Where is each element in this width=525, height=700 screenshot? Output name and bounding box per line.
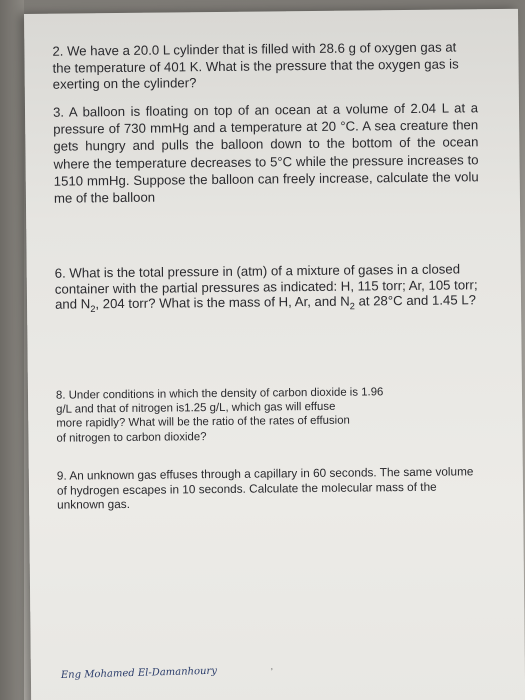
question-8-line: 8. Under conditions in which the density of carbon dioxide is 1.96 xyxy=(55,386,384,402)
subscript-2: 2 xyxy=(90,303,96,314)
question-9: 9. An unknown gas effuses through a capillary in 60 seconds. The same volume of hydrogen escapes in 10 seconds. Calculate the molecular mass of the unknown gas. xyxy=(56,464,474,512)
author-signature: Eng Mohamed El-Damanhoury xyxy=(60,665,218,682)
question-8 xyxy=(56,384,457,445)
question-8-line: more rapidly? What will be the ratio of the rates of effusion xyxy=(56,415,350,431)
question-3: 3. A balloon is floating on top of an ocean at a volume of 2.04 L at a pressure of 730 mmHg and a temperature at 20 °C. A sea creature then gets hungry and pulls the balloon down to the bottom of the ocean where the temperature decreases to 5°C while the pressure increases to 1510 mmHg. Suppose the balloon can freely increase, calculate the volu me of the balloon xyxy=(52,100,479,206)
question-6-text-b: , 204 torr? What is the mass of H, Ar, and N xyxy=(95,293,350,312)
desk-edge xyxy=(0,0,24,700)
question-6-text-a: 6. What is the total pressure in (atm) of a mixture of gases in a closed container with the partial pressures as indicated: H, 115 torr; Ar, 105 torr; and N xyxy=(54,261,478,312)
question-6 xyxy=(55,261,485,312)
question-8-line: g/L and that of nitrogen is1.25 g/L, which gas will effuse xyxy=(56,400,336,416)
question-6-text-c: at 28°C and 1.45 L? xyxy=(354,292,477,309)
worksheet-page xyxy=(24,9,525,700)
subscript-2: 2 xyxy=(349,301,355,312)
pen-mark: ’ xyxy=(270,666,273,677)
question-8-line: of nitrogen to carbon dioxide? xyxy=(56,430,207,445)
question-2: 2. We have a 20.0 L cylinder that is filled with 28.6 g of oxygen gas at the temperature of 401 K. What is the pressure that the oxygen gas is exerting on the cylinder? xyxy=(52,39,459,92)
